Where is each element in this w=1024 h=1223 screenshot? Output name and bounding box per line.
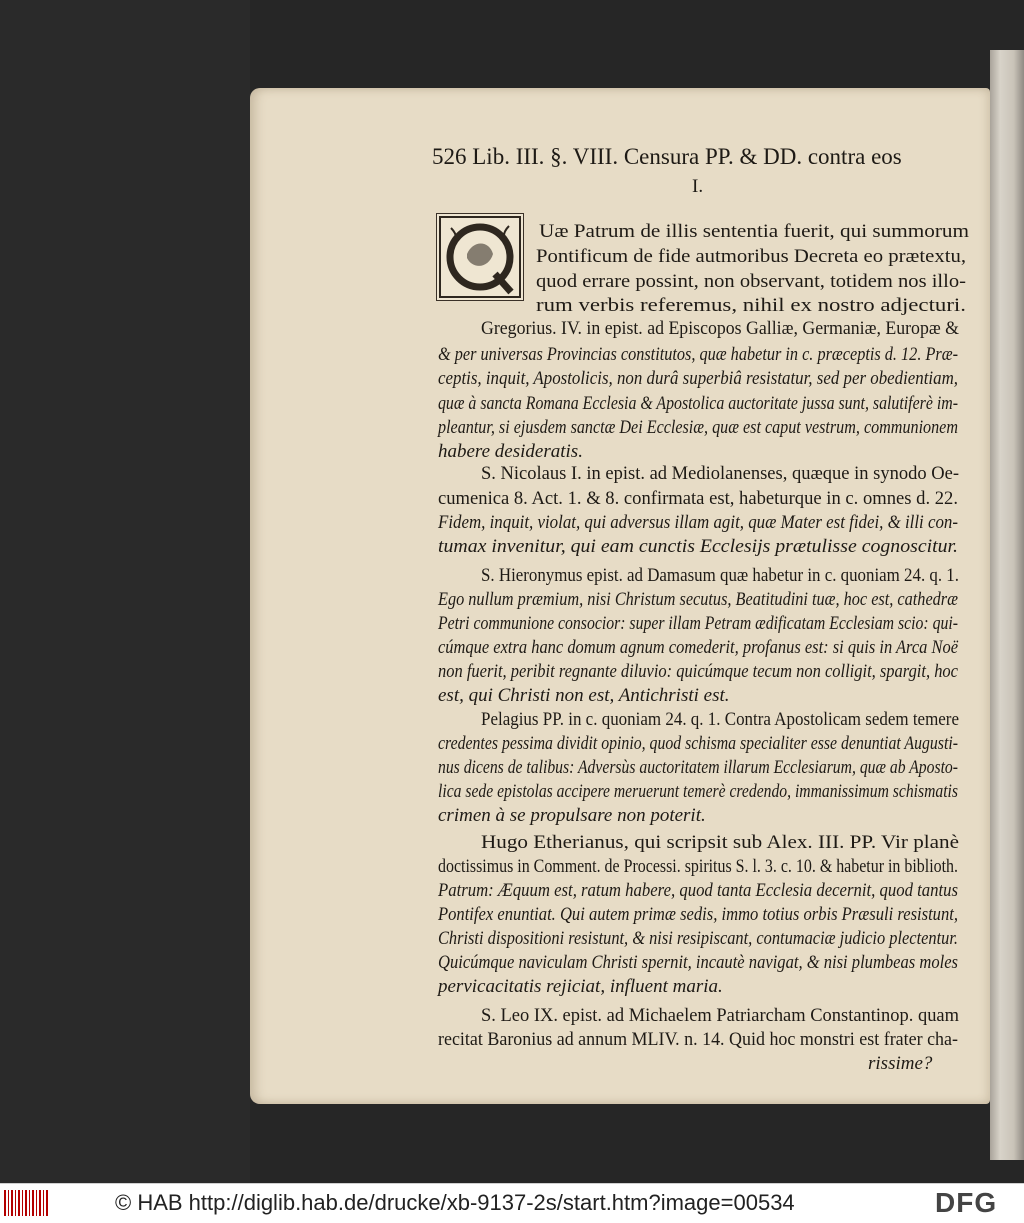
page-text-area bbox=[250, 88, 990, 1104]
text-line: Fidem, inquit, violat, qui adversus illam agit, quæ Mater est fidei, & illi con- bbox=[438, 512, 958, 533]
text-line: S. Nicolaus I. in epist. ad Mediolanenses, quæque in synodo Oe- bbox=[481, 463, 959, 484]
ornament-icon bbox=[437, 214, 523, 300]
text-line: ceptis, inquit, Apostolicis, non durâ superbiâ resistatur, sed per obedientiam, bbox=[438, 368, 958, 389]
dfg-logo: DFG bbox=[935, 1187, 998, 1218]
text-line: Ego nullum præmium, nisi Christum secutus, Beatitudini tuæ, hoc est, cathedræ bbox=[438, 589, 958, 610]
footer-attribution[interactable]: © HAB http://diglib.hab.de/drucke/xb-9137-2s/start.htm?image=00534 bbox=[115, 1190, 795, 1215]
page-header: 526 Lib. III. §. VIII. Censura PP. & DD. contra eos bbox=[432, 144, 902, 169]
hab-logo-icon bbox=[4, 1190, 48, 1216]
text-line: habere desideratis. bbox=[438, 441, 583, 462]
text-line: nus dicens de talibus: Adversùs auctoritatem illarum Ecclesiarum, quæ ab Aposto- bbox=[438, 757, 958, 778]
text-line: pleantur, si ejusdem sanctæ Dei Ecclesiæ, quæ est caput vestrum, communionem bbox=[438, 417, 958, 438]
section-number: I. bbox=[692, 176, 704, 197]
text-line: Patrum: Æquum est, ratum habere, quod tanta Ecclesia decernit, quod tantus bbox=[438, 880, 958, 901]
text-line: cúmque extra hanc domum agnum comederit, profanus est: si quis in Arca Noë bbox=[438, 637, 958, 658]
text-line: doctissimus in Comment. de Processi. spiritus S. l. 3. c. 10. & habetur in biblioth. bbox=[438, 856, 958, 877]
text-line: S. Leo IX. epist. ad Michaelem Patriarcham Constantinop. quam bbox=[481, 1005, 959, 1026]
text-line: Petri communione consocior: super illam Petram ædificatam Ecclesiam scio: qui- bbox=[438, 613, 958, 634]
text-line: Hugo Etherianus, qui scripsit sub Alex. III. PP. Vir planè bbox=[481, 832, 959, 853]
book-page bbox=[250, 88, 990, 1104]
text-line: pervicacitatis rejiciat, influent maria. bbox=[438, 976, 723, 997]
next-page-edge bbox=[990, 50, 1024, 1160]
text-line: Pontificum de fide autmoribus Decreta eo prætextu, bbox=[536, 246, 966, 267]
text-line: S. Hieronymus epist. ad Damasum quæ habetur in c. quoniam 24. q. 1. bbox=[481, 565, 959, 586]
footer-bar bbox=[0, 1183, 1024, 1223]
text-line: Uæ Patrum de illis sententia fuerit, qui summorum bbox=[539, 221, 969, 242]
ornamental-initial bbox=[436, 213, 524, 301]
scanner-background bbox=[0, 0, 250, 1183]
text-line: tumax invenitur, qui eam cunctis Ecclesijs prætulisse cognoscitur. bbox=[438, 536, 958, 557]
text-line: Gregorius. IV. in epist. ad Episcopos Galliæ, Germaniæ, Europæ & bbox=[481, 318, 959, 339]
text-line: & per universas Provincias constitutos, quæ habetur in c. præceptis d. 12. Præ- bbox=[438, 344, 958, 365]
text-line: non fuerit, peribit regnante diluvio: quicúmque tecum non colligit, spargit, hoc bbox=[438, 661, 958, 682]
text-line: lica sede epistolas accipere meruerunt temerè credendo, immanissimum schismatis bbox=[438, 781, 958, 802]
text-line: Pontifex enuntiat. Qui autem primæ sedis, immo totius orbis Præsuli resistunt, bbox=[438, 904, 958, 925]
text-line: recitat Baronius ad annum MLIV. n. 14. Quid hoc monstri est frater cha- bbox=[438, 1029, 958, 1050]
text-line: Christi dispositioni resistunt, & nisi resipiscant, contumaciæ judicio plectentur. bbox=[438, 928, 958, 949]
text-line: est, qui Christi non est, Antichristi est. bbox=[438, 685, 730, 706]
text-line: quæ à sancta Romana Ecclesia & Apostolica auctoritate jussa sunt, salutiferè im- bbox=[438, 393, 958, 414]
text-line: Quicúmque naviculam Christi spernit, incautè navigat, & nisi plumbeas moles bbox=[438, 952, 958, 973]
text-line: quod errare possint, non observant, totidem nos illo- bbox=[536, 271, 966, 292]
text-line: rissime? bbox=[868, 1053, 933, 1074]
text-line: cumenica 8. Act. 1. & 8. confirmata est, habeturque in c. omnes d. 22. bbox=[438, 488, 958, 509]
text-line: Pelagius PP. in c. quoniam 24. q. 1. Contra Apostolicam sedem temere bbox=[481, 709, 959, 730]
text-line: crimen à se propulsare non poterit. bbox=[438, 805, 706, 826]
text-line: rum verbis referemus, nihil ex nostro adjecturi. bbox=[536, 295, 966, 316]
text-line: credentes pessima dividit opinio, quod schisma specialiter esse denuntiat Augusti- bbox=[438, 733, 958, 754]
